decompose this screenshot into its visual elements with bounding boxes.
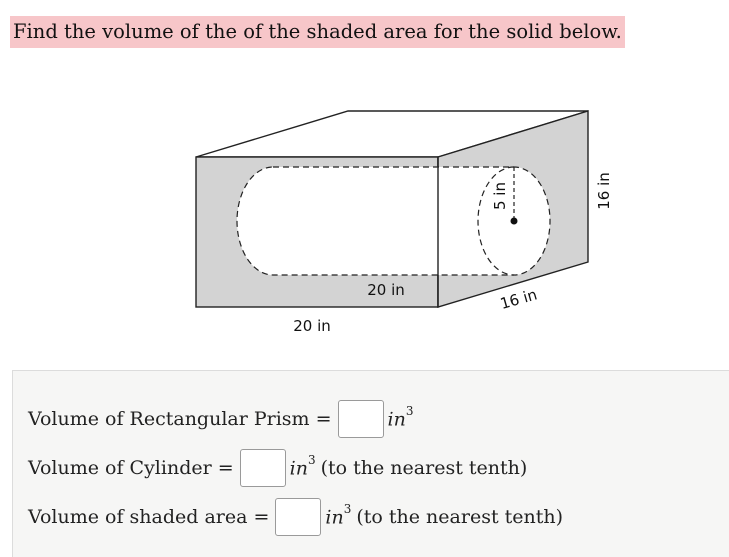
prism-volume-input[interactable] xyxy=(338,400,384,438)
depth-label: 16 in xyxy=(498,285,540,314)
cylinder-volume-input[interactable] xyxy=(240,449,286,487)
radius-label: 5 in xyxy=(491,182,509,210)
bottom-length-label: 20 in xyxy=(293,317,331,335)
prism-volume-row xyxy=(28,400,414,438)
prism-volume-label: Volume of Rectangular Prism = xyxy=(28,408,332,430)
shaded-volume-unit: $in^3$ xyxy=(325,502,352,529)
cylinder-center-dot xyxy=(511,218,518,225)
front-length-label: 20 in xyxy=(367,281,405,299)
height-label: 16 in xyxy=(595,172,613,210)
shaded-rounding-note: (to the nearest tenth) xyxy=(356,506,564,528)
cylinder-volume-unit: $in^3$ xyxy=(289,453,316,480)
shaded-volume-row xyxy=(28,498,563,536)
shaded-volume-label: Volume of shaded area = xyxy=(28,506,270,528)
cylinder-volume-label: Volume of Cylinder = xyxy=(28,457,234,479)
cylinder-rounding-note: (to the nearest tenth) xyxy=(320,457,528,479)
question-prompt: Find the volume of the of the shaded area for the solid below. xyxy=(10,16,625,48)
prism-volume-unit: $in^3$ xyxy=(387,404,414,431)
answer-panel xyxy=(12,370,729,557)
cylinder-volume-row xyxy=(28,449,527,487)
shaded-volume-input[interactable] xyxy=(275,498,321,536)
